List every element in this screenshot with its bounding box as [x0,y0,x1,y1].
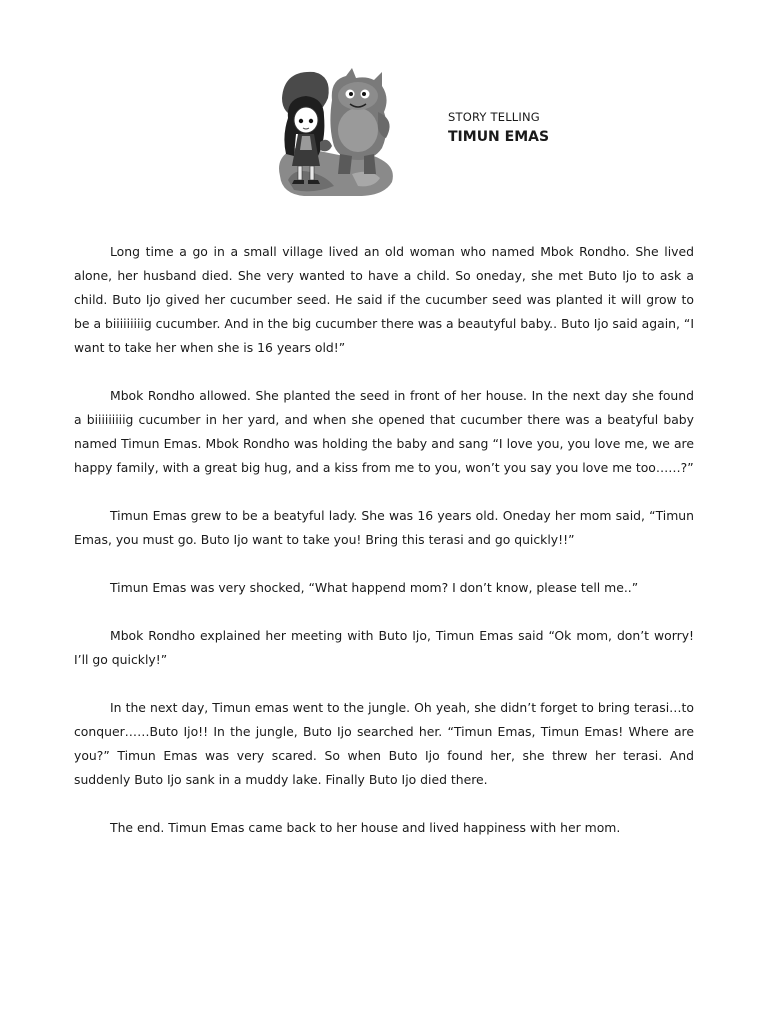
paragraph-6: In the next day, Timun emas went to the jungle. Oh yeah, she didn’t forget to bring terasi…to conquer……Buto Ijo!! In the jungle, Buto Ijo searched her. “Timun Emas, Timun Emas! Where are you?” Timun Emas was very scared. So when Buto Ijo found her, she threw her terasi. And suddenly Buto Ijo sank in a muddy lake. Finally Buto Ijo died there. [74,700,694,787]
story-header [448,110,549,145]
paragraph-5: Mbok Rondho explained her meeting with Buto Ijo, Timun Emas said “Ok mom, don’t worry! I’ll go quickly!” [74,628,694,667]
paragraph-7: The end. Timun Emas came back to her house and lived happiness with her mom. [110,820,621,835]
paragraph-2: Mbok Rondho allowed. She planted the seed in front of her house. In the next day she found a biiiiiiiiig cucumber in her yard, and when she opened that cucumber there was a beatyful baby named Timun Emas. Mbok Rondho was holding the baby and sang “I love you, you love me, we are happy family, with a great big hug, and a kiss from me to you, won’t you say you love me too……?” [74,388,694,475]
girl-and-giant-illustration [274,64,400,200]
paragraph-1: Long time a go in a small village lived an old woman who named Mbok Rondho. She lived alone, her husband died. She very wanted to have a child. So oneday, she met Buto Ijo to ask a child. Buto Ijo gived her cucumber seed. He said if the cucumber seed was planted it will grow to be a biiiiiiiiig cucumber. And in the big cucumber there was a beautyful baby.. Buto Ijo said again, “I want to take her when she is 16 years old!” [74,244,694,355]
story-title: TIMUN EMAS [448,129,550,145]
paragraph-4: Timun Emas was very shocked, “What happend mom? I don’t know, please tell me..” [110,580,639,595]
paragraph-3: Timun Emas grew to be a beatyful lady. She was 16 years old. Oneday her mom said, “Timun Emas, you must go. Buto Ijo want to take you! Bring this terasi and go quickly!!” [74,508,694,547]
story-kicker: STORY TELLING [448,110,540,124]
story-body [74,240,694,864]
